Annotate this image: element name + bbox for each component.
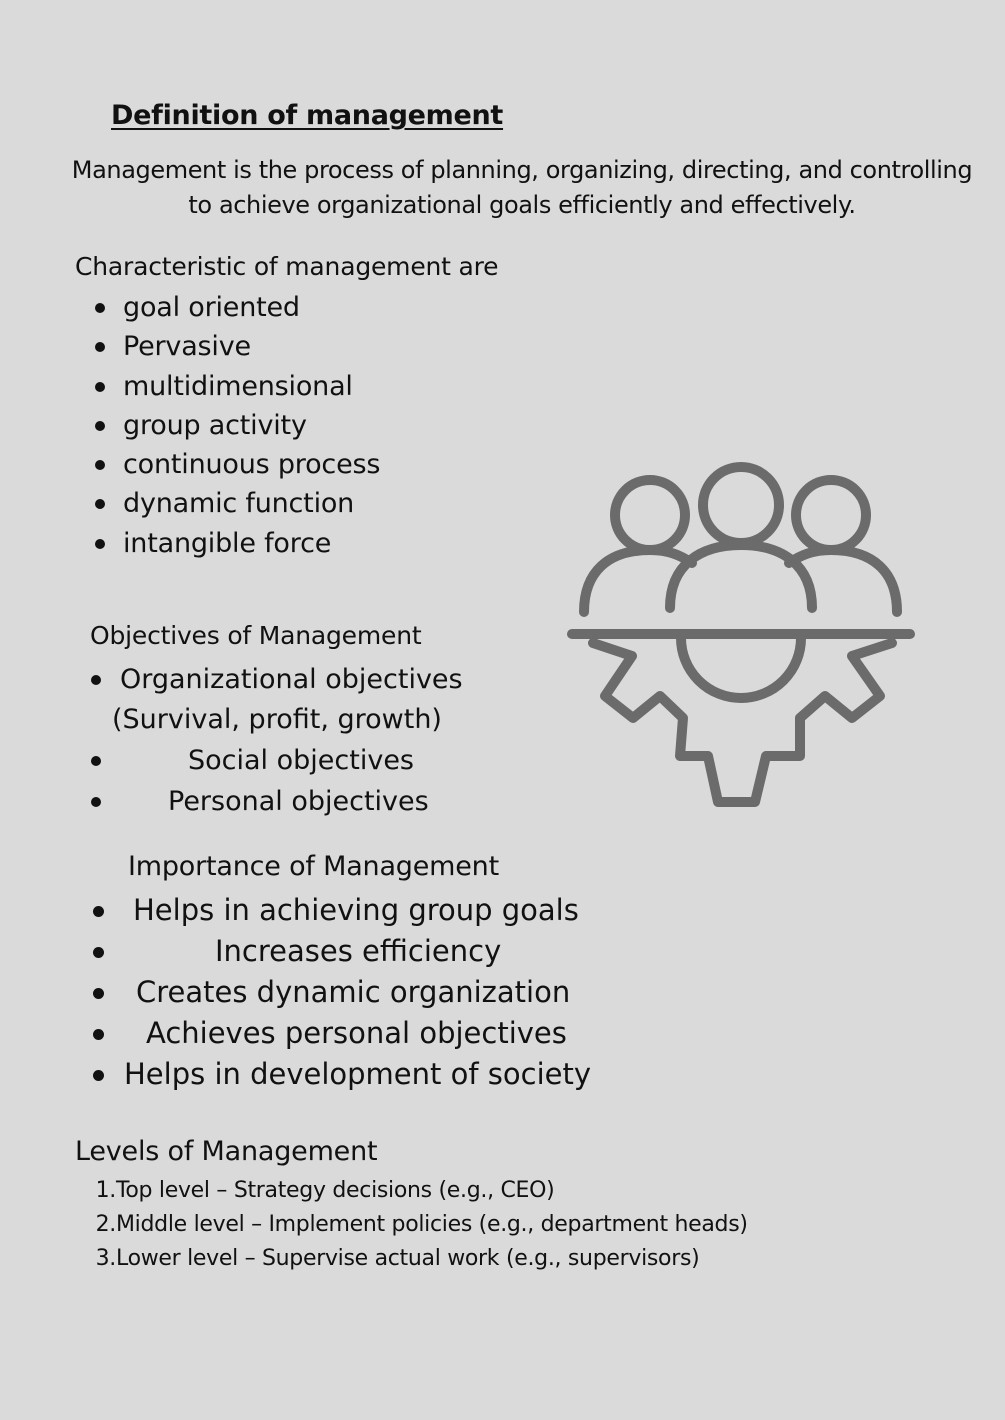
list-item: continuous process xyxy=(92,447,380,486)
importance-list xyxy=(88,890,591,1095)
list-item: Achieves personal objectives xyxy=(88,1013,591,1054)
list-item: Helps in development of society xyxy=(88,1054,591,1095)
person-right-head-icon xyxy=(796,480,866,550)
bullet-icon xyxy=(95,303,105,313)
gear-hub-icon xyxy=(681,638,801,698)
list-item: Increases efficiency xyxy=(88,931,591,972)
levels-list xyxy=(92,1175,748,1277)
levels-heading: Levels of Management xyxy=(75,1136,378,1167)
definition-text: Management is the process of planning, organizing, directing, and controlling to achieve organizational goals efficiently and effectively. xyxy=(71,156,973,219)
list-item: intangible force xyxy=(92,526,380,565)
gear-teeth-icon xyxy=(593,643,892,802)
team-gear-icon xyxy=(560,460,920,820)
bullet-icon xyxy=(95,382,105,392)
item-number: 3. xyxy=(95,1246,116,1271)
list-item: Social objectives xyxy=(88,741,463,782)
person-center-body-icon xyxy=(670,545,812,608)
bullet-icon xyxy=(93,947,104,958)
bullet-icon xyxy=(93,906,104,917)
list-item: Helps in achieving group goals xyxy=(88,890,591,931)
person-left-head-icon xyxy=(615,480,685,550)
list-item: multidimensional xyxy=(92,369,380,408)
importance-heading: Importance of Management xyxy=(128,851,499,882)
bullet-icon xyxy=(91,756,101,766)
bullet-icon xyxy=(93,1070,104,1081)
bullet-icon xyxy=(95,539,105,549)
list-item: Personal objectives xyxy=(88,782,463,823)
bullet-icon xyxy=(91,675,101,685)
objectives-list xyxy=(88,660,463,823)
list-item: 1.Top level – Strategy decisions (e.g., CEO) xyxy=(92,1175,748,1209)
list-item: 3.Lower level – Supervise actual work (e.g., supervisors) xyxy=(92,1243,748,1277)
item-number: 1. xyxy=(95,1178,116,1203)
list-item: goal oriented xyxy=(92,290,380,329)
item-number: 2. xyxy=(95,1212,116,1237)
list-item: 2.Middle level – Implement policies (e.g., department heads) xyxy=(92,1209,748,1243)
bullet-icon xyxy=(93,988,104,999)
characteristics-list xyxy=(92,290,380,565)
objectives-heading: Objectives of Management xyxy=(90,621,422,650)
list-item: Organizational objectives xyxy=(88,660,463,700)
bullet-icon xyxy=(95,499,105,509)
bullet-icon xyxy=(95,460,105,470)
person-center-head-icon xyxy=(703,467,779,543)
bullet-icon xyxy=(95,342,105,352)
bullet-icon xyxy=(91,797,101,807)
list-item: group activity xyxy=(92,408,380,447)
characteristics-heading: Characteristic of management are xyxy=(75,252,499,281)
bullet-icon xyxy=(93,1029,104,1040)
bullet-icon xyxy=(95,421,105,431)
list-item: Creates dynamic organization xyxy=(88,972,591,1013)
list-item: Pervasive xyxy=(92,329,380,368)
definition-title: Definition of management xyxy=(111,100,504,131)
list-item-continuation: (Survival, profit, growth) xyxy=(112,704,442,735)
list-item: dynamic function xyxy=(92,486,380,525)
